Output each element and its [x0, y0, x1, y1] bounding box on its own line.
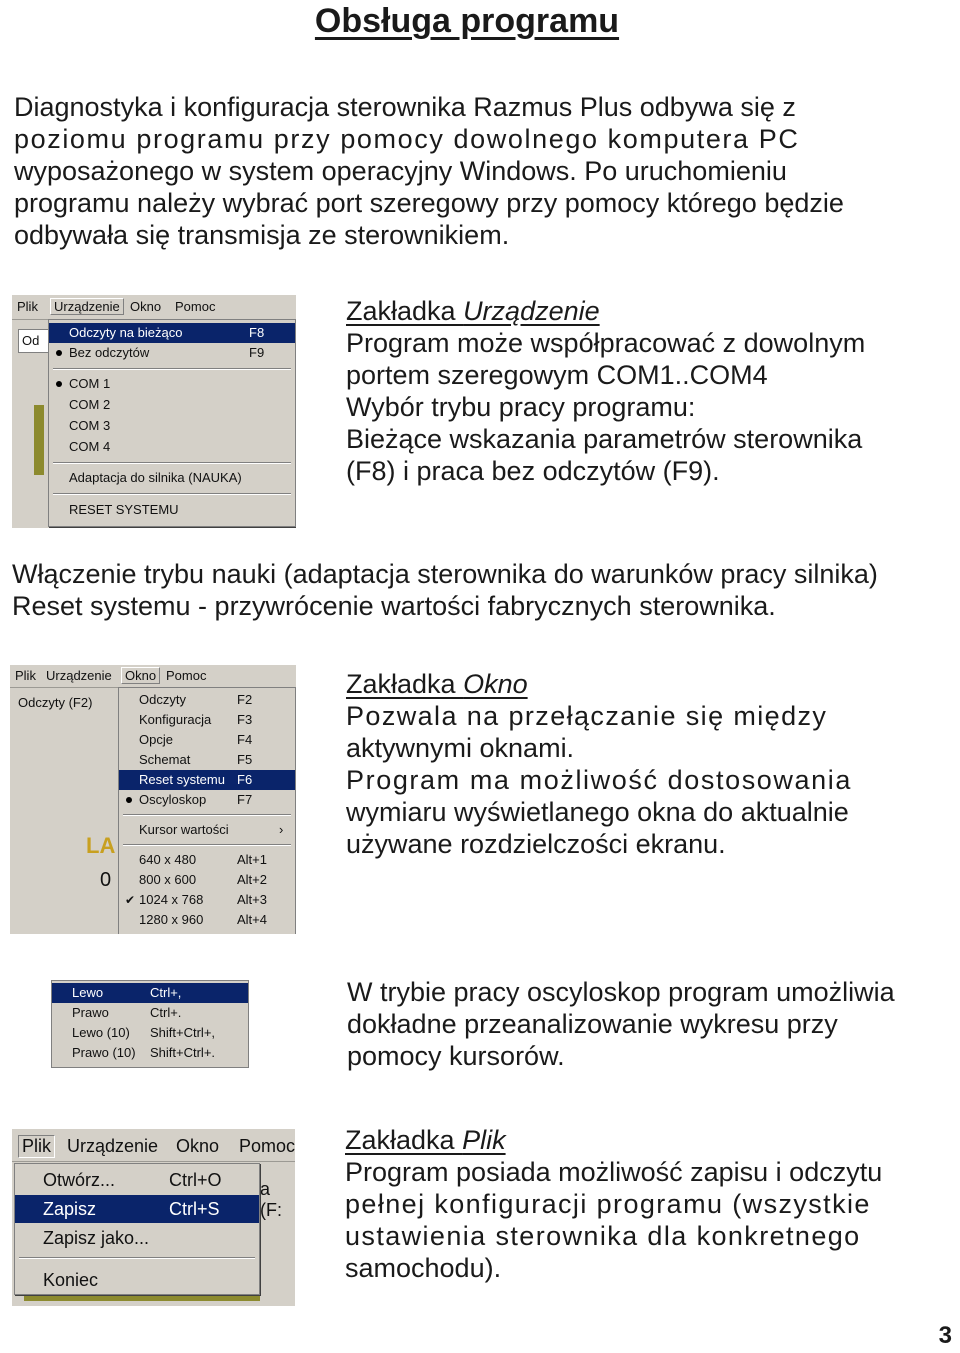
radio-dot-icon: [56, 350, 62, 356]
page-title: Obsługa programu: [314, 2, 620, 40]
file-line: pełnej konfiguracji programu (wszystkie: [345, 1189, 871, 1219]
scope-line: dokładne przeanalizowanie wykresu przy: [347, 1009, 838, 1039]
menu-item-exit[interactable]: Koniec: [43, 1270, 99, 1290]
menu-item-readings[interactable]: Odczyty F2: [139, 692, 253, 707]
radio-dot-icon: [126, 797, 132, 803]
background-readout-button: Odczyty (F2): [18, 695, 93, 710]
menu-okno[interactable]: Okno: [121, 667, 160, 684]
window-line: wymiaru wyświetlanego okna do aktualnie: [346, 797, 849, 827]
file-menu-screenshot: [12, 1129, 295, 1306]
scope-line: W trybie pracy oscyloskop program umożliwia: [347, 977, 895, 1007]
intro-line: programu należy wybrać port szeregowy przy pomocy którego będzie: [14, 188, 844, 218]
device-dropdown: [48, 319, 296, 527]
menu-item-configuration[interactable]: Konfiguracja F3: [139, 712, 253, 727]
intro-line: poziomu programu przy pomocy dowolnego komputera PC: [14, 124, 800, 154]
checkmark-icon: ✔: [125, 893, 136, 907]
menu-item-options[interactable]: Opcje F4: [139, 732, 253, 747]
intro-line: odbywała się transmisja ze sterownikiem.: [14, 220, 510, 250]
menu-item-open[interactable]: Otwórz... Ctrl+O: [43, 1170, 222, 1190]
menu-item-res-1024[interactable]: ✔ 1024 x 768 Alt+3: [119, 890, 295, 910]
page-number: 3: [938, 1322, 952, 1349]
file-line: ustawienia sterownika dla konkretnego: [345, 1221, 861, 1251]
scope-section: [347, 976, 927, 1072]
menu-bar: [12, 1129, 295, 1162]
menu-item-no-readings[interactable]: Bez odczytów F9: [49, 343, 295, 363]
menu-okno[interactable]: Okno: [176, 1136, 220, 1156]
window-menu-screenshot: [10, 665, 296, 934]
menu-plik[interactable]: Plik: [18, 1135, 55, 1158]
window-line: Pozwala na przełączanie się między: [346, 701, 828, 731]
note-paragraph: [12, 558, 942, 622]
menu-pomoc[interactable]: Pomoc: [166, 668, 207, 683]
note-line: Włączenie trybu nauki (adaptacja sterownika do warunków pracy silnika): [12, 559, 878, 589]
file-dropdown: [14, 1163, 260, 1295]
background-value: 0: [100, 869, 112, 891]
intro-line: Diagnostyka i konfiguracja sterownika Razmus Plus odbywa się z: [14, 92, 796, 122]
menu-item-res-1280[interactable]: 1280 x 960 Alt+4: [139, 912, 267, 927]
menu-item-com3[interactable]: COM 3: [69, 418, 111, 433]
menu-item-res-800[interactable]: 800 x 600 Alt+2: [139, 872, 267, 887]
window-line: używane rozdzielczości ekranu.: [346, 829, 726, 859]
menu-item-adaptation[interactable]: Adaptacja do silnika (NAUKA): [69, 470, 242, 485]
menu-item-res-640[interactable]: 640 x 480 Alt+1: [139, 852, 267, 867]
menu-bar: [10, 665, 296, 688]
window-line: aktywnymi oknami.: [346, 733, 575, 763]
device-line: Program może współpracować z dowolnym: [346, 328, 866, 358]
menu-pomoc[interactable]: Pomoc: [175, 299, 216, 314]
file-line: Program posiada możliwość zapisu i odczytu: [345, 1157, 883, 1187]
intro-paragraph: [14, 91, 932, 251]
device-section-heading: Zakładka Urządzenie: [346, 296, 600, 326]
device-line: Bieżące wskazania parametrów sterownika: [346, 424, 863, 454]
file-section: [345, 1124, 935, 1284]
scope-line: pomocy kursorów.: [347, 1041, 565, 1071]
submenu-arrow-icon: ›: [279, 822, 284, 837]
menu-item-com4[interactable]: COM 4: [69, 439, 111, 454]
menu-item-reset-system[interactable]: Reset systemu F6: [119, 770, 295, 790]
intro-line: wyposażonego w system operacyjny Windows. Po uruchomieniu: [14, 156, 787, 186]
file-line: samochodu).: [345, 1253, 502, 1283]
menu-item-com1[interactable]: COM 1: [49, 374, 295, 394]
background-text: a (F:: [260, 1179, 282, 1220]
menu-bar: [12, 295, 296, 320]
cursor-menu-screenshot: [51, 980, 249, 1068]
cursor-dropdown: [51, 980, 249, 1068]
menu-item-save[interactable]: Zapisz Ctrl+S: [15, 1195, 259, 1223]
menu-urzadzenie[interactable]: Urządzenie: [50, 298, 124, 315]
menu-item-right[interactable]: Prawo Ctrl+.: [72, 1005, 182, 1020]
menu-item-live-readings[interactable]: Odczyty na bieżąco F8: [49, 323, 295, 343]
device-line: Wybór trybu pracy programu:: [346, 392, 696, 422]
radio-dot-icon: [56, 381, 62, 387]
window-section: [346, 668, 930, 860]
menu-item-right-10[interactable]: Prawo (10) Shift+Ctrl+.: [72, 1045, 216, 1060]
menu-plik[interactable]: Plik: [17, 299, 38, 314]
device-line: (F8) i praca bez odczytów (F9).: [346, 456, 720, 486]
menu-item-left-10[interactable]: Lewo (10) Shift+Ctrl+,: [72, 1025, 216, 1040]
device-section: [346, 295, 932, 487]
background-readout-button: Od: [18, 329, 51, 353]
device-line: portem szeregowym COM1..COM4: [346, 360, 768, 390]
background-label: LA: [86, 833, 116, 858]
device-menu-screenshot: [12, 295, 296, 528]
window-line: Program ma możliwość dostosowania: [346, 765, 852, 795]
menu-item-save-as[interactable]: Zapisz jako...: [43, 1228, 150, 1248]
menu-item-schematic[interactable]: Schemat F5: [139, 752, 253, 767]
menu-item-reset-system[interactable]: RESET SYSTEMU: [69, 502, 179, 517]
menu-pomoc[interactable]: Pomoc: [239, 1136, 295, 1156]
menu-item-com2[interactable]: COM 2: [69, 397, 111, 412]
window-dropdown: [118, 687, 296, 934]
menu-urzadzenie[interactable]: Urządzenie: [67, 1136, 159, 1156]
menu-urzadzenie[interactable]: Urządzenie: [46, 668, 112, 683]
note-line: Reset systemu - przywrócenie wartości fabrycznych sterownika.: [12, 591, 776, 621]
window-section-heading: Zakładka Okno: [346, 669, 528, 699]
menu-item-value-cursor[interactable]: Kursor wartości ›: [119, 820, 295, 840]
menu-item-left[interactable]: Lewo Ctrl+,: [52, 983, 248, 1003]
menu-plik[interactable]: Plik: [15, 668, 36, 683]
file-section-heading: Zakładka Plik: [345, 1125, 506, 1155]
menu-okno[interactable]: Okno: [130, 299, 162, 314]
menu-item-oscilloscope[interactable]: Oscyloskop F7: [119, 790, 295, 810]
background-gauge: [34, 405, 44, 475]
